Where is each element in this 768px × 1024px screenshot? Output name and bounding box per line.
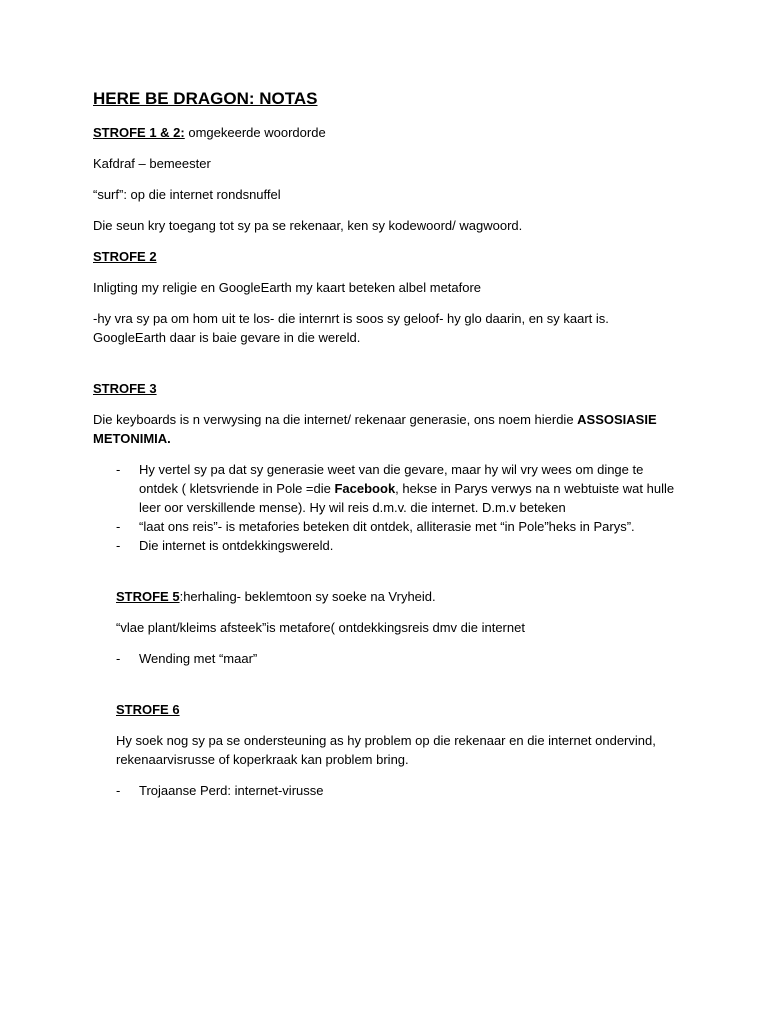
list-item [93, 460, 683, 517]
list-item [116, 649, 683, 668]
strofe-5-section [116, 587, 683, 800]
list-item-text: Wending met “maar” [139, 651, 258, 666]
strofe-6-list [116, 781, 683, 800]
dash-marker: - [116, 538, 121, 553]
list-item [116, 781, 683, 800]
strofe-2-paragraph-1: Inligting my religie en GoogleEarth my kaart beteken albel metafore [93, 280, 482, 295]
strofe-3-paragraph [93, 410, 683, 448]
list-item-text-end: , hekse in Parys verwys na n webtuiste wat hulle leer oor verskillende mense). Hy wil reis d.m.v. die internet. D.m.v beteken [139, 481, 675, 515]
strofe-3-paragraph-bold: ASSOSIASIE METONIMIA. [93, 412, 657, 446]
strofe-1-2-text: omgekeerde woordorde [184, 125, 326, 140]
strofe-5-text: :herhaling- beklemtoon sy soeke na Vryheid. [179, 589, 436, 604]
list-item-text: Hy vertel sy pa dat sy generasie weet van die gevare, maar hy wil vry wees om dinge te ontdek ( kletsvriende in Pole =die [139, 462, 644, 496]
spacer [116, 680, 683, 700]
list-item-text: Die internet is ontdekkingswereld. [139, 538, 334, 553]
strofe-1-2-paragraph [93, 123, 683, 142]
seun-paragraph: Die seun kry toegang tot sy pa se rekenaar, ken sy kodewoord/ wagwoord. [93, 218, 523, 233]
strofe-3-list [93, 460, 683, 555]
dash-marker: - [116, 462, 121, 477]
surf-paragraph: “surf”: op die internet rondsnuffel [93, 187, 281, 202]
document-title: HERE BE DRAGON: NOTAS [93, 89, 318, 108]
strofe-1-2-heading: STROFE 1 & 2: [93, 125, 185, 140]
strofe-5-heading: STROFE 5 [116, 589, 180, 604]
strofe-5-list [116, 649, 683, 668]
document-page [93, 88, 683, 812]
dash-marker: - [116, 651, 121, 666]
dash-marker: - [116, 519, 121, 534]
strofe-2-heading: STROFE 2 [93, 249, 157, 264]
strofe-5-paragraph [116, 587, 683, 606]
strofe-3-heading: STROFE 3 [93, 381, 157, 396]
strofe-3-paragraph-text: Die keyboards is n verwysing na die internet/ rekenaar generasie, ons noem hierdie [93, 412, 578, 427]
list-item [93, 517, 683, 536]
list-item [93, 536, 683, 555]
list-item-text: Trojaanse Perd: internet-virusse [139, 783, 324, 798]
list-item-text: “laat ons reis”- is metafories beteken dit ontdek, alliterasie met “in Pole”heks in Parys”. [139, 519, 635, 534]
spacer [93, 567, 683, 587]
kafdraf-paragraph: Kafdraf – bemeester [93, 156, 211, 171]
strofe-5-paragraph-2: “vlae plant/kleims afsteek”is metafore( ontdekkingsreis dmv die internet [116, 620, 525, 635]
strofe-6-heading: STROFE 6 [116, 702, 180, 717]
spacer [93, 359, 683, 379]
dash-marker: - [116, 783, 121, 798]
list-item-bold: Facebook [334, 481, 396, 496]
strofe-2-paragraph-2: -hy vra sy pa om hom uit te los- die internrt is soos sy geloof- hy glo daarin, en sy kaart is. GoogleEarth daar is baie gevare in die wereld. [93, 311, 609, 345]
strofe-6-paragraph: Hy soek nog sy pa se ondersteuning as hy problem op die rekenaar en die internet ondervind, rekenaarvisrusse of koperkraak kan problem bring. [116, 733, 656, 767]
